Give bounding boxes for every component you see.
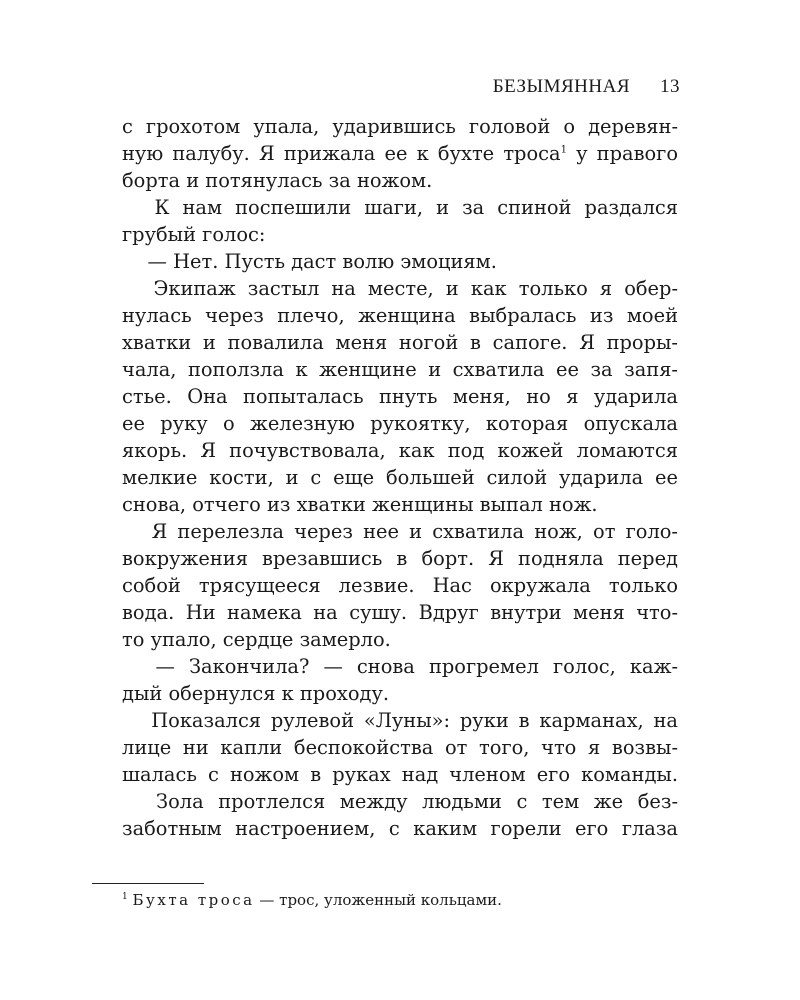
text-line [122,491,678,518]
text-line-content: грубый голос: [122,223,266,246]
text-line-content: чала, поползла к женщине и схватила ее за запя- [122,358,678,381]
text-line-content: якорь. Я почувствовала, как под кожей ломаются [122,439,678,462]
text-line-content: нулась через плечо, женщина выбралась из моей [122,304,678,327]
text-line-content: снова, отчего из хватки женщины выпал нож. [122,493,598,516]
page-number: 13 [660,76,680,97]
text-line-content: Экипаж застыл на месте, и как только я обер- [122,277,678,300]
text-line-content: стье. Она попыталась пнуть меня, но я ударила [122,385,678,408]
text-line [122,275,678,302]
running-head-title: БЕЗЫМЯННАЯ [492,76,630,97]
text-line [122,599,678,626]
text-line [122,356,678,383]
text-line-content: вокружения врезавшись в борт. Я подняла перед [122,547,678,570]
text-line [122,437,678,464]
text-line-content: К нам поспешили шаги, и за спиной раздался [122,196,678,219]
text-line-content: мелкие кости, и с еще большей силой ударила ее [122,466,678,489]
footnote-reference: 1 [560,144,567,156]
text-line [122,680,678,707]
text-line-content: ее руку о железную рукоятку, которая опускала [122,412,678,435]
text-line [122,653,678,680]
text-line-content: шалась с ножом в руках над членом его команды. [122,763,678,786]
running-head [120,76,680,102]
footnote-term: Бухта троса [132,891,255,909]
text-line-content: хватки и повалила меня ногой в сапоге. Я проры- [122,331,678,354]
text-line-content: то упало, сердце замерло. [122,628,391,651]
footnote-divider [92,883,204,884]
text-line-content: — Закончила? — снова прогремел голос, каж- [122,655,678,678]
text-line [122,626,678,653]
text-line-content: заботным настроением, с каким горели его глаза [122,817,678,840]
text-line [122,167,678,194]
text-line-content: вода. Ни намека на сушу. Вдруг внутри меня что- [122,601,678,624]
text-line [122,734,678,761]
text-line [122,572,678,599]
footnote-marker: 1 [122,892,128,902]
text-line [122,410,678,437]
text-line-content: собой трясущееся лезвие. Нас окружала только [122,574,678,597]
text-line [122,113,678,140]
body-text [122,113,678,842]
text-line [122,248,678,275]
text-line-content: борта и потянулась за ножом. [122,169,433,192]
text-line-content: с грохотом упала, ударившись головой о деревян- [122,115,678,138]
text-line [122,221,678,248]
text-line [122,707,678,734]
text-line [122,815,678,842]
text-line-content: Показался рулевой «Луны»: руки в карманах, на [122,709,678,732]
footnote-definition: — трос, уложенный кольцами. [254,891,502,909]
text-line [122,545,678,572]
text-line-content: дый обернулся к проходу. [122,682,390,705]
text-line-continuation: у правого [566,142,678,165]
text-line-content: лице ни капли беспокойства от того, что я возвы- [122,736,678,759]
text-line [122,761,678,788]
text-line-content: ную палубу. Я прижала ее к бухте троса [122,142,561,165]
text-line-content: — Нет. Пусть даст волю эмоциям. [122,250,497,273]
text-line-content: Зола протлелся между людьми с тем же без- [122,790,678,813]
text-line [122,383,678,410]
text-line [122,518,678,545]
footnote [122,889,678,911]
text-line [122,194,678,221]
text-line-content: Я перелезла через нее и схватила нож, от голо- [122,520,678,543]
text-line [122,464,678,491]
text-line [122,140,678,167]
text-line [122,302,678,329]
text-line [122,329,678,356]
text-line [122,788,678,815]
